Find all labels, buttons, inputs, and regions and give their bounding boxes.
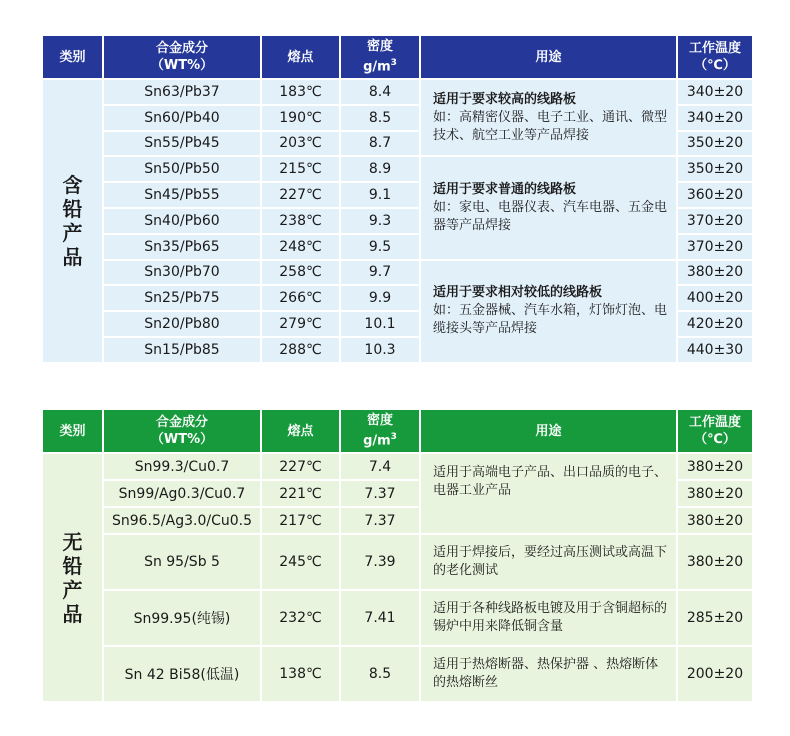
usage-cell — [420, 156, 677, 259]
header-usage: 用途 — [420, 409, 677, 453]
category-char: 无 — [62, 529, 83, 554]
header-alloy — [103, 409, 261, 453]
usage-title: 适用于要求相对较低的线路板 — [433, 285, 603, 301]
temp-cell: 380±20 — [677, 507, 753, 534]
header-temp-line2: （℃） — [694, 432, 736, 447]
alloy-cell: Sn30/Pb70 — [103, 260, 261, 286]
usage-body: 如：五金器械、汽车水箱，灯饰灯泡、电缆接头等产品焊接 — [433, 303, 668, 337]
usage-title: 适用于要求较高的线路板 — [433, 91, 577, 107]
melting-cell: 138℃ — [261, 646, 340, 702]
lead-free-products-table — [41, 408, 754, 703]
table-row — [42, 646, 753, 702]
category-char: 品 — [62, 244, 83, 269]
usage-body: 适用于焊接后，要经过高压测试或高温下的老化测试 — [433, 545, 668, 578]
table-row — [42, 590, 753, 646]
alloy-cell: Sn35/Pb65 — [103, 234, 261, 260]
table-row — [42, 534, 753, 590]
alloy-cell: Sn63/Pb37 — [103, 79, 261, 105]
header-temp-line2: （℃） — [694, 58, 736, 73]
alloy-cell: Sn20/Pb80 — [103, 311, 261, 337]
density-cell: 10.1 — [340, 311, 420, 337]
category-char: 铅 — [62, 553, 83, 578]
header-density — [340, 409, 420, 453]
table-row — [42, 79, 753, 105]
temp-cell: 380±20 — [677, 534, 753, 590]
usage-body: 适用于热熔断器、热保护器 、热熔断体的热熔断丝 — [433, 657, 659, 690]
header-temp-line1: 工作温度 — [688, 415, 741, 430]
category-char: 铅 — [62, 196, 83, 221]
category-char: 产 — [62, 577, 83, 602]
density-cell: 7.39 — [340, 534, 420, 590]
usage-body: 适用于高端电子产品、出口品质的电子、电器工业产品 — [433, 465, 668, 498]
header-density-unit-exp: 3 — [390, 432, 397, 443]
alloy-cell: Sn55/Pb45 — [103, 131, 261, 157]
alloy-cell: Sn99.95(纯锡) — [103, 590, 261, 646]
melting-cell: 279℃ — [261, 311, 340, 337]
alloy-cell: Sn 95/Sb 5 — [103, 534, 261, 590]
table-row — [42, 453, 753, 480]
header-working-temp — [677, 409, 753, 453]
alloy-cell: Sn60/Pb40 — [103, 105, 261, 131]
header-temp-line1: 工作温度 — [688, 41, 741, 56]
density-cell: 7.4 — [340, 453, 420, 480]
usage-cell — [420, 453, 677, 534]
header-working-temp — [677, 35, 753, 79]
usage-cell — [420, 260, 677, 363]
leaded-products-table — [41, 34, 754, 364]
density-cell: 7.41 — [340, 590, 420, 646]
alloy-cell: Sn45/Pb55 — [103, 182, 261, 208]
melting-cell: 232℃ — [261, 590, 340, 646]
usage-body: 如：家电、电器仪表、汽车电器、五金电器等产品焊接 — [433, 199, 668, 233]
melting-cell: 227℃ — [261, 453, 340, 480]
category-label — [42, 79, 103, 363]
density-cell: 9.7 — [340, 260, 420, 286]
density-cell: 8.4 — [340, 79, 420, 105]
alloy-cell: Sn96.5/Ag3.0/Cu0.5 — [103, 507, 261, 534]
category-char: 品 — [62, 601, 83, 626]
table-row — [42, 156, 753, 182]
usage-cell — [420, 646, 677, 702]
usage-cell — [420, 590, 677, 646]
usage-cell — [420, 534, 677, 590]
header-alloy-line1: 合金成分 — [155, 415, 208, 430]
alloy-cell: Sn99.3/Cu0.7 — [103, 453, 261, 480]
header-melting-point: 熔点 — [261, 35, 340, 79]
header-category: 类别 — [42, 35, 103, 79]
density-cell: 9.3 — [340, 208, 420, 234]
temp-cell: 340±20 — [677, 105, 753, 131]
temp-cell: 370±20 — [677, 234, 753, 260]
temp-cell: 340±20 — [677, 79, 753, 105]
melting-cell: 227℃ — [261, 182, 340, 208]
header-alloy — [103, 35, 261, 79]
temp-cell: 350±20 — [677, 131, 753, 157]
alloy-cell: Sn25/Pb75 — [103, 285, 261, 311]
density-cell: 9.9 — [340, 285, 420, 311]
density-cell: 8.7 — [340, 131, 420, 157]
temp-cell: 440±30 — [677, 337, 753, 363]
melting-cell: 215℃ — [261, 156, 340, 182]
header-density-unit: g/m — [363, 59, 391, 75]
melting-cell: 183℃ — [261, 79, 340, 105]
melting-cell: 221℃ — [261, 480, 340, 507]
melting-cell: 248℃ — [261, 234, 340, 260]
alloy-cell: Sn 42 Bi58(低温) — [103, 646, 261, 702]
alloy-cell: Sn40/Pb60 — [103, 208, 261, 234]
header-density-unit-exp: 3 — [390, 58, 397, 69]
melting-cell: 288℃ — [261, 337, 340, 363]
melting-cell: 238℃ — [261, 208, 340, 234]
density-cell: 10.3 — [340, 337, 420, 363]
usage-body: 如：高精密仪器、电子工业、通讯、微型技术、航空工业等产品焊接 — [433, 109, 668, 143]
temp-cell: 400±20 — [677, 285, 753, 311]
category-label — [42, 453, 103, 702]
density-cell: 9.1 — [340, 182, 420, 208]
density-cell: 8.5 — [340, 105, 420, 131]
header-row — [42, 409, 753, 453]
category-char: 产 — [62, 220, 83, 245]
header-category: 类别 — [42, 409, 103, 453]
temp-cell: 350±20 — [677, 156, 753, 182]
table-row — [42, 260, 753, 286]
header-melting-point: 熔点 — [261, 409, 340, 453]
header-alloy-line1: 合金成分 — [155, 41, 208, 56]
header-density-line1: 密度 — [366, 39, 393, 55]
header-row — [42, 35, 753, 79]
usage-title: 适用于要求普通的线路板 — [433, 181, 577, 197]
temp-cell: 360±20 — [677, 182, 753, 208]
melting-cell: 266℃ — [261, 285, 340, 311]
density-cell: 7.37 — [340, 507, 420, 534]
alloy-cell: Sn15/Pb85 — [103, 337, 261, 363]
density-cell: 7.37 — [340, 480, 420, 507]
temp-cell: 380±20 — [677, 260, 753, 286]
header-density — [340, 35, 420, 79]
usage-cell — [420, 79, 677, 156]
header-alloy-line2: （WT%） — [150, 432, 214, 447]
alloy-cell: Sn99/Ag0.3/Cu0.7 — [103, 480, 261, 507]
category-char: 含 — [62, 172, 83, 197]
melting-cell: 190℃ — [261, 105, 340, 131]
density-cell: 8.5 — [340, 646, 420, 702]
density-cell: 9.5 — [340, 234, 420, 260]
temp-cell: 370±20 — [677, 208, 753, 234]
melting-cell: 258℃ — [261, 260, 340, 286]
usage-body: 适用于各种线路板电镀及用于含铜超标的锡炉中用来降低铜含量 — [433, 601, 668, 634]
temp-cell: 285±20 — [677, 590, 753, 646]
header-alloy-line2: （WT%） — [150, 58, 214, 73]
melting-cell: 245℃ — [261, 534, 340, 590]
header-density-unit: g/m — [363, 433, 391, 449]
temp-cell: 380±20 — [677, 480, 753, 507]
temp-cell: 380±20 — [677, 453, 753, 480]
melting-cell: 203℃ — [261, 131, 340, 157]
alloy-cell: Sn50/Pb50 — [103, 156, 261, 182]
temp-cell: 200±20 — [677, 646, 753, 702]
header-usage: 用途 — [420, 35, 677, 79]
density-cell: 8.9 — [340, 156, 420, 182]
header-density-line1: 密度 — [366, 413, 393, 429]
temp-cell: 420±20 — [677, 311, 753, 337]
melting-cell: 217℃ — [261, 507, 340, 534]
